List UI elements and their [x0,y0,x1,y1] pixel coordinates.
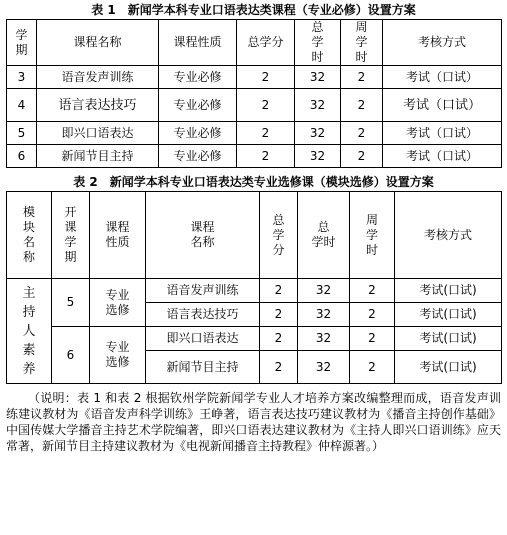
table2 [6,191,502,384]
cell-exam: 考试(口试) [395,303,502,327]
cell-hours: 32 [298,351,350,384]
table-row [7,327,502,351]
cell-exam: 考试（口试） [383,122,502,145]
header-semester: 开 课 学 期 [52,192,90,279]
cell-course: 语音发声训练 [146,279,260,303]
header-exam: 考核方式 [383,20,502,66]
cell-semester: 4 [7,89,37,122]
cell-semester: 5 [7,122,37,145]
cell-weekly: 2 [350,303,395,327]
cell-nature: 专业必修 [159,122,237,145]
cell-credits: 2 [260,279,298,303]
document [6,2,501,454]
cell-exam: 考试(口试) [395,279,502,303]
cell-hours: 32 [295,122,341,145]
header-credits: 总 学 分 [260,192,298,279]
header-weekly: 周 学 时 [350,192,395,279]
cell-hours: 32 [298,327,350,351]
table-row [7,145,502,168]
header-nature: 课程 性质 [90,192,146,279]
cell-semester: 3 [7,66,37,89]
cell-course: 语音发声训练 [37,66,159,89]
header-credits: 总学分 [237,20,295,66]
cell-hours: 32 [295,66,341,89]
cell-course: 语言表达技巧 [146,303,260,327]
cell-module-name: 主 持 人 素 养 [7,279,52,384]
header-module: 模 块 名 称 [7,192,52,279]
header-nature: 课程性质 [159,20,237,66]
table-row [7,89,502,122]
table2-caption: 表 2 新闻学本科专业口语表达类专业选修课（模块选修）设置方案 [73,175,434,189]
header-semester: 学 期 [7,20,37,66]
cell-credits: 2 [260,351,298,384]
cell-exam: 考试（口试） [383,89,502,122]
cell-course: 新闻节目主持 [37,145,159,168]
cell-semester: 6 [52,327,90,384]
cell-weekly: 2 [350,279,395,303]
header-hours: 总 学时 [298,192,350,279]
header-course: 课程名称 [37,20,159,66]
cell-hours: 32 [295,145,341,168]
cell-nature: 专业必修 [159,89,237,122]
cell-credits: 2 [237,66,295,89]
table1-caption: 表 1 新闻学本科专业口语表达类课程（专业必修）设置方案 [91,3,416,17]
cell-exam: 考试(口试) [395,351,502,384]
cell-credits: 2 [260,303,298,327]
table-row [7,279,502,303]
header-hours: 总 学 时 [295,20,341,66]
cell-credits: 2 [260,327,298,351]
table1-header-row [7,20,502,66]
cell-weekly: 2 [341,89,383,122]
cell-course: 语言表达技巧 [37,89,159,122]
cell-weekly: 2 [350,327,395,351]
cell-exam: 考试（口试） [383,66,502,89]
cell-weekly: 2 [341,122,383,145]
cell-hours: 32 [298,303,350,327]
cell-credits: 2 [237,122,295,145]
cell-nature: 专业 选修 [90,279,146,327]
cell-exam: 考试(口试) [395,327,502,351]
cell-credits: 2 [237,145,295,168]
cell-weekly: 2 [341,66,383,89]
cell-credits: 2 [237,89,295,122]
table-row [7,66,502,89]
table-row [7,122,502,145]
cell-hours: 32 [298,279,350,303]
cell-course: 新闻节目主持 [146,351,260,384]
cell-weekly: 2 [350,351,395,384]
table2-header-row [7,192,502,279]
cell-semester: 6 [7,145,37,168]
table1 [6,19,502,168]
header-weekly: 周 学 时 [341,20,383,66]
table-note: （说明：表 1 和表 2 根据钦州学院新闻学专业人才培养方案改编整理而成，语音发声训练建议教材为《语音发声科学训练》王峥著，语言表达技巧建议教材为《播音主持创作基础》中国传媒大学播音主持艺术学院编著，即兴口语表达建议教材为《主持人即兴口语训练》应天常著，新闻节目主持建议教材为《电视新闻播音主持教程》仲梓源著。） [6,391,501,453]
cell-nature: 专业必修 [159,66,237,89]
cell-course: 即兴口语表达 [146,327,260,351]
cell-semester: 5 [52,279,90,327]
header-exam: 考核方式 [395,192,502,279]
cell-nature: 专业必修 [159,145,237,168]
cell-nature: 专业 选修 [90,327,146,384]
cell-hours: 32 [295,89,341,122]
cell-course: 即兴口语表达 [37,122,159,145]
cell-weekly: 2 [341,145,383,168]
cell-exam: 考试（口试） [383,145,502,168]
header-course: 课程 名称 [146,192,260,279]
